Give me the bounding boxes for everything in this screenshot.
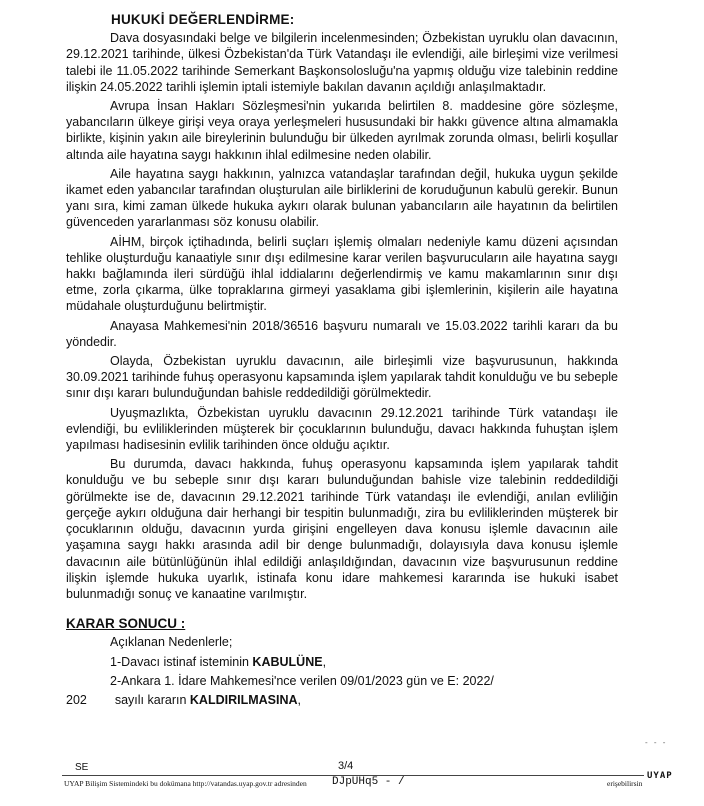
karar-item-2-continued (66, 692, 618, 708)
paragraph-2: Avrupa İnsan Hakları Sözleşmesi'nin yukarıda belirtilen 8. maddesine göre sözleşme, yabancıların ülkeye girişi veya oraya yerleşmeleri hususundaki bir hakkı güvence altına almamakla birlikte, kişinin yakın aile bireylerinin bulunduğu bir ülkeden ayrılmak zorunda olması, belirli koşullar altında aile hayatına saygı hakkının ihlal edilmesine neden olabilir. (66, 99, 618, 162)
paragraph-3: Aile hayatına saygı hakkının, yalnızca vatandaşlar tarafından değil, hukuka uygun şekilde ikamet eden yabancılar tarafından oluşturulan aile birliklerini de koruduğunun kabulü gerekir. Bunun yanı sıra, kimi zaman ülkede hukuka aykırı olarak bulunan yabancıların aile hayatının da belirtilen güvenceden yararlanması söz konusu olabilir. (66, 166, 618, 230)
margin-dashes: - - - (645, 738, 668, 747)
karar-sonucu-title: KARAR SONUCU : (66, 616, 186, 632)
footer-right-text: erişebilirsin (607, 779, 643, 788)
page-number: 3/4 (338, 760, 354, 772)
footer-uyap-text: UYAP Bilişim Sistemindeki bu dokümana http://vatandas.uyap.gov.tr adresinden (64, 779, 307, 788)
uyap-logo-icon: UYAP (647, 771, 673, 781)
author-initials: SE (75, 762, 89, 773)
karar-item-2-cont-text: sayılı kararın (114, 692, 190, 707)
paragraph-4: AİHM, birçok içtihadında, belirli suçları işlemiş olmaları nedeniyle kamu düzeni açısından tehlike oluşturduğu kanaatiyle sınır dışı edilmesine karar verilen başvurucuların aile hayatına saygı hakkı bağlamında ileri sürdüğü ihlal iddialarını değerlendirmiş ve kamu makamlarının sınır dışı etme, zorla çıkarma, ülke topraklarına girmeyi yasaklama gibi işlemlerinin, kişilerin aile hayatına müdahale oluşturduğunu belirtmiştir. (66, 234, 618, 314)
paragraph-8: Bu durumda, davacı hakkında, fuhuş operasyonu kapsamında işlem yapılarak tahdit konulduğu ve bu sebeple sınır dışı kararı bulunduğundan bahisle vize talebinin reddedildiği görülmekte ise de, davacının 29.12.2021 tarihinde Türk vatandaşı ile evlendiği, anılan evliliğin gerçeğe aykırı olduğuna dair herhangi bir tespitin bulunmadığı, zira bu evliliklerinden müşterek bir çocuklarının olduğu, davacının yurda girişini engelleyen dava konusu işlemle davacının aile yaşamına saygı hakkı arasında adil bir denge bulunmadığı, dolayısıyla dava konusu işlemle davacının aile bütünlüğünün ihlal edildiği anlaşıldığından, davacının vize başvurusunun reddine ilişkin işlemde hukuka uyarlık, istinafa konu idare mahkemesi kararında ise hukuki isabet bulunmadığı sonuç ve kanaatine varılmıştır. (66, 457, 618, 601)
karar-item-1-end: , (322, 654, 327, 669)
karar-item-2-end: , (297, 692, 302, 707)
karar-item-2-bold: KALDIRILMASINA (189, 692, 298, 707)
karar-item-2-prefix: 202 (66, 692, 87, 707)
karar-item-1-bold: KABULÜNE (252, 654, 323, 669)
paragraph-1: Dava dosyasındaki belge ve bilgilerin incelenmesinden; Özbekistan uyruklu olan davacının, 29.12.2021 tarihinde, ülkesi Özbekistan'da Türk Vatandaşı ile evlendiği, aile birleşimi vize verilmesi talebi ile 11.05.2022 tarihinde Semerkant Başkonsolosluğu'na yapmış olduğu vize talebinin reddine ilişkin 24.05.2022 tarihli işlemin iptali istemiyle bakılan davanın açıldığı anlaşılmaktadır. (66, 31, 618, 94)
karar-item-2: 2-Ankara 1. İdare Mahkemesi'nce verilen 09/01/2023 gün ve E: 2022/ (110, 673, 494, 688)
section-heading: HUKUKİ DEĞERLENDİRME: (111, 12, 295, 27)
karar-intro: Açıklanan Nedenlerle; (110, 635, 233, 650)
document-code: DJpUHq5 - / (332, 776, 405, 788)
karar-item-1-text: 1-Davacı istinaf isteminin (110, 654, 253, 669)
paragraph-6: Olayda, Özbekistan uyruklu davacının, aile birleşimli vize başvurusunun, hakkında 30.09.2021 tarihinde fuhuş operasyonu kapsamında işlem yapılarak tahdit konulduğu ve bu sebeple sınır dışı kararı bulunduğundan bahisle reddedildiği görülmektedir. (66, 354, 618, 401)
karar-item-1 (110, 654, 618, 670)
document-body (66, 12, 618, 708)
paragraph-7: Uyuşmazlıkta, Özbekistan uyruklu davacının 29.12.2021 tarihinde Türk vatandaşı ile evlendiği, bu evliliklerinden müşterek bir çocuklarının bulunduğu, davacı hakkında fuhuştan işlem yapılması hadisesinin evlilik tarihinden önce olduğu açıktır. (66, 405, 618, 453)
paragraph-5: Anayasa Mahkemesi'nin 2018/36516 başvuru numaralı ve 15.03.2022 tarihli kararı da bu yöndedir. (66, 318, 618, 349)
